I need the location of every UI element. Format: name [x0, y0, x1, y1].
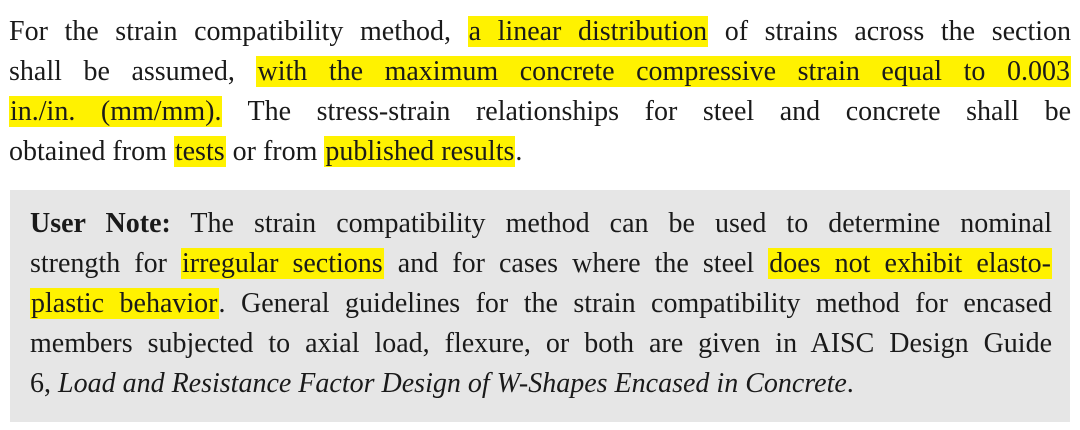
paragraph-line-2 [9, 52, 1071, 92]
user-note-label: User Note: [30, 208, 171, 239]
text-run: members subjected to axial load, flexure, or both are given in AISC Design Guide [30, 328, 1052, 359]
note-line-2 [30, 244, 1052, 284]
highlight-tests: tests [174, 136, 225, 167]
highlight-published-results: published results [325, 136, 515, 167]
text-run: and for cases where the steel [397, 248, 755, 279]
design-guide-title: Load and Resistance Factor Design of W-Shapes Encased in Concrete [58, 368, 847, 399]
paragraph-line-3 [9, 92, 1071, 132]
user-note-box [10, 190, 1070, 422]
text-run: . General guidelines for the strain compatibility method for encased [218, 288, 1052, 319]
text-run: of strains across the section [724, 16, 1072, 47]
paragraph-line-1 [9, 12, 1071, 52]
paragraph-line-4 [9, 132, 1071, 172]
text-run: 6, [30, 368, 51, 399]
text-run: For the strain compatibility method, [9, 16, 451, 47]
text-run: The strain compatibility method can be used to determine nominal [190, 208, 1053, 239]
user-note-text [30, 204, 1052, 404]
highlight-elasto-plastic-cont: plastic behavior [31, 288, 218, 319]
text-run: shall be assumed, [9, 56, 235, 87]
highlight-max-strain-cont: in./in. (mm/mm). [10, 96, 222, 127]
note-line-3 [30, 284, 1052, 324]
text-run: obtained from [9, 136, 167, 167]
highlight-irregular-sections: irregular sections [182, 248, 383, 279]
body-paragraph [9, 12, 1071, 172]
text-run: . [846, 368, 854, 399]
highlight-max-strain: with the maximum concrete compressive strain equal to 0.003 [257, 56, 1070, 87]
text-run: The stress-strain relationships for steel and concrete shall be [247, 96, 1072, 127]
highlight-elasto-plastic: does not exhibit elasto- [769, 248, 1052, 279]
text-run: . [515, 136, 523, 167]
note-line-5 [30, 364, 1052, 404]
note-line-4 [30, 324, 1052, 364]
text-run: strength for [30, 248, 167, 279]
highlight-linear-distribution: a linear distribution [468, 16, 708, 47]
note-line-1 [30, 204, 1052, 244]
text-run: or from [232, 136, 318, 167]
